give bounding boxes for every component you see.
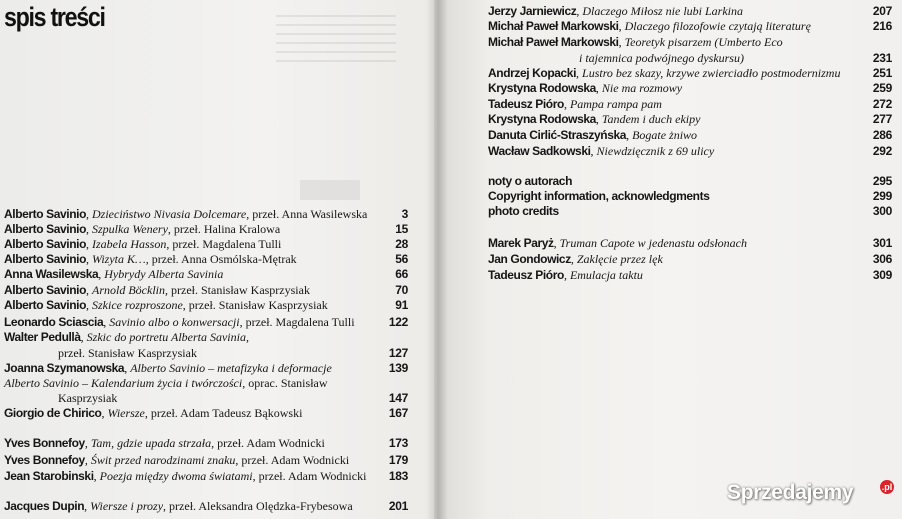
toc-entry: Tadeusz Pióro, Emulacja taktu xyxy=(488,268,643,282)
entry-author: Jacques Dupin xyxy=(4,499,85,513)
entry-title: Dzieciństwo Nivasia Dolcemare xyxy=(92,207,247,221)
toc-entry: Andrzej Kopacki, Lustro bez skazy, krzywe zwierciadło postmodernizmu xyxy=(488,66,841,80)
toc-entry: Alberto Savinio, Szpulka Wenery, przeł. Halina Kralowa xyxy=(4,222,281,236)
book-spine-shadow xyxy=(426,0,448,519)
entry-page-number: 139 xyxy=(388,361,408,375)
entry-translator: , przeł. Adam Wodnicki xyxy=(252,469,367,483)
entry-title: Savinio albo o konwersacji xyxy=(109,315,240,329)
entry-title: Wiersze i prozy xyxy=(90,499,164,513)
entry-page-number: 216 xyxy=(872,19,892,33)
entry-title: Szkic do portretu Alberta Savinia, xyxy=(86,330,249,344)
entry-title: Wiersze xyxy=(107,406,145,420)
entry-author: Andrzej Kopacki xyxy=(488,66,577,80)
entry-title: Niewdzięcznik z 69 ulicy xyxy=(596,144,715,158)
entry-title: Emulacja taktu xyxy=(569,268,643,282)
entry-title: Arnold Böcklin xyxy=(92,283,165,297)
toc-entry: Jean Starobinski, Poezja między dwoma światami, przeł. Adam Wodnicki xyxy=(4,469,367,483)
entry-author: Walter Pedullà xyxy=(4,330,81,344)
watermark-logo: Sprzedajemy xyxy=(727,481,854,504)
entry-translator: , przeł. Magdalena Tulli xyxy=(166,237,282,251)
toc-entry: Alberto Savinio, Szkice rozproszone, przeł. Stanisław Kasprzysiak xyxy=(4,298,328,312)
toc-entry: Jacques Dupin, Wiersze i prozy, przeł. Aleksandra Olędzka-Frybesowa xyxy=(4,499,353,513)
toc-entry: Michał Paweł Markowski, Dlaczego filozofowie czytają literaturę xyxy=(488,19,811,33)
entry-translator: , przeł. Aleksandra Olędzka-Frybesowa xyxy=(163,499,353,513)
entry-title: Alberto Savinio – Kalendarium życia i twórczości xyxy=(4,376,243,390)
entry-title: Teoretyk pisarzem (Umberto Eco xyxy=(624,35,783,49)
entry-title: Poezja między dwoma światami xyxy=(99,469,253,483)
entry-translator: , przeł. Adam Wodnicki xyxy=(235,453,350,467)
entry-page-number: 91 xyxy=(395,298,408,312)
toc-entry: Krystyna Rodowska, Nie ma rozmowy xyxy=(488,81,683,95)
entry-author: Michał Paweł Markowski xyxy=(488,35,619,49)
toc-entry: Tadeusz Pióro, Pampa rampa pam xyxy=(488,97,662,111)
entry-page-number: 66 xyxy=(395,267,408,281)
entry-page-number: 286 xyxy=(872,128,892,142)
section-page-number: 300 xyxy=(872,204,892,218)
page-title: spis treści xyxy=(4,2,105,32)
section-page-number: 299 xyxy=(872,189,892,203)
toc-entry: Danuta Cirlić-Straszyńska, Bogate żniwo xyxy=(488,128,698,142)
toc-entry: Alberto Savinio, Wizyta K…, przeł. Anna Osmólska-Mętrak xyxy=(4,252,297,266)
entry-author: Krystyna Rodowska xyxy=(488,81,596,95)
entry-author: Leonardo Sciascia xyxy=(4,315,104,329)
entry-author: Alberto Savinio xyxy=(4,283,87,297)
entry-page-number: 127 xyxy=(388,346,408,360)
toc-entry: Alberto Savinio, Dzieciństwo Nivasia Dolcemare, przeł. Anna Wasilewska xyxy=(4,207,368,221)
entry-continuation: i tajemnica podwójnego dyskursu) xyxy=(579,51,744,65)
entry-author: Alberto Savinio xyxy=(4,222,87,236)
entry-translator: , przeł. Stanisław Kasprzysiak xyxy=(182,298,328,312)
entry-author: Joanna Szymanowska xyxy=(4,361,125,375)
entry-author: Yves Bonnefoy xyxy=(4,436,85,450)
entry-title: Truman Capote w jedenastu odsłonach xyxy=(559,236,747,250)
entry-page-number: 201 xyxy=(388,499,408,513)
entry-translator: , przeł. Adam Wodnicki xyxy=(211,436,325,450)
section-label: Copyright information, acknowledgments xyxy=(488,189,710,203)
entry-page-number: 122 xyxy=(388,315,408,329)
entry-author: Tadeusz Pióro xyxy=(488,97,564,111)
entry-page-number: 15 xyxy=(395,222,408,236)
entry-continuation: Kasprzysiak xyxy=(58,391,118,405)
entry-title: Tandem i duch ekipy xyxy=(601,112,701,126)
entry-author: Wacław Sadkowski xyxy=(488,144,591,158)
entry-author: Alberto Savinio xyxy=(4,252,87,266)
entry-page-number: 3 xyxy=(401,207,408,221)
entry-translator: , przeł. Adam Tadeusz Bąkowski xyxy=(144,406,303,420)
entry-title: Dlaczego filozofowie czytają literaturę xyxy=(624,19,811,33)
section-page-number: 295 xyxy=(872,174,892,188)
entry-page-number: 309 xyxy=(872,268,892,282)
toc-entry: Krystyna Rodowska, Tandem i duch ekipy xyxy=(488,112,701,126)
entry-page-number: 147 xyxy=(388,391,408,405)
entry-title: Dlaczego Miłosz nie lubi Larkina xyxy=(582,4,743,18)
entry-author: Anna Wasilewska xyxy=(4,267,99,281)
section-label: noty o autorach xyxy=(488,174,573,188)
entry-page-number: 183 xyxy=(388,469,408,483)
watermark-badge: .pl xyxy=(881,482,893,492)
bleed-through-text xyxy=(276,14,396,62)
toc-entry: Wacław Sadkowski, Niewdzięcznik z 69 ulicy xyxy=(488,144,715,158)
entry-translator: , przeł. Anna Osmólska-Mętrak xyxy=(145,252,297,266)
toc-entry: Jan Gondowicz, Zaklęcie przez lęk xyxy=(488,252,663,266)
entry-page-number: 272 xyxy=(872,97,892,111)
entry-title: Szkice rozproszone xyxy=(92,298,183,312)
entry-translator: , przeł. Magdalena Tulli xyxy=(239,315,355,329)
entry-page-number: 306 xyxy=(872,252,892,266)
entry-page-number: 277 xyxy=(872,112,892,126)
entry-author: Tadeusz Pióro xyxy=(488,268,564,282)
entry-title: Izabela Hasson xyxy=(92,237,167,251)
entry-title: Lustro bez skazy, krzywe zwierciadło postmodernizmu xyxy=(582,66,841,80)
entry-continuation: przeł. Stanisław Kasprzysiak xyxy=(58,346,197,360)
entry-title: Wizyta K… xyxy=(92,252,146,266)
entry-page-number: 292 xyxy=(872,144,892,158)
toc-entry: Giorgio de Chirico, Wiersze, przeł. Adam Tadeusz Bąkowski xyxy=(4,406,303,420)
toc-entry: Yves Bonnefoy, Świt przed narodzinami znaku, przeł. Adam Wodnicki xyxy=(4,453,350,467)
entry-translator: , przeł. Anna Wasilewska xyxy=(246,207,368,221)
toc-entry: Marek Paryż, Truman Capote w jedenastu odsłonach xyxy=(488,236,747,250)
entry-author: Danuta Cirlić-Straszyńska xyxy=(488,128,627,142)
entry-translator: , przeł. Stanisław Kasprzysiak xyxy=(165,283,310,297)
entry-author: Michał Paweł Markowski xyxy=(488,19,619,33)
entry-translator: , oprac. Stanisław xyxy=(242,376,328,390)
toc-entry: Joanna Szymanowska, Alberto Savinio – metafizyka i deformacje xyxy=(4,361,332,375)
toc-entry: Alberto Savinio, Arnold Böcklin, przeł. Stanisław Kasprzysiak xyxy=(4,283,310,297)
toc-entry: Leonardo Sciascia, Savinio albo o konwersacji, przeł. Magdalena Tulli xyxy=(4,315,355,329)
entry-page-number: 259 xyxy=(872,81,892,95)
entry-page-number: 167 xyxy=(388,406,408,420)
toc-entry: Anna Wasilewska, Hybrydy Alberta Savinia xyxy=(4,267,224,281)
entry-title: Alberto Savinio – metafizyka i deformacje xyxy=(130,361,332,375)
entry-author: Krystyna Rodowska xyxy=(488,112,596,126)
entry-author: Giorgio de Chirico xyxy=(4,406,102,420)
toc-entry: Michał Paweł Markowski, Teoretyk pisarzem (Umberto Eco xyxy=(488,35,783,49)
toc-entry: Yves Bonnefoy, Tam, gdzie upada strzała, przeł. Adam Wodnicki xyxy=(4,436,325,450)
entry-title: Pampa rampa pam xyxy=(569,97,662,111)
entry-author: Jean Starobinski xyxy=(4,469,94,483)
entry-author: Marek Paryż xyxy=(488,236,554,250)
entry-page-number: 28 xyxy=(395,237,408,251)
entry-title: Bogate żniwo xyxy=(632,128,698,142)
toc-entry: Walter Pedullà, Szkic do portretu Alberta Savinia, xyxy=(4,330,249,344)
entry-author: Jerzy Jarniewicz xyxy=(488,4,577,18)
entry-page-number: 301 xyxy=(872,236,892,250)
toc-entry: Jerzy Jarniewicz, Dlaczego Miłosz nie lubi Larkina xyxy=(488,4,743,18)
entry-page-number: 207 xyxy=(872,4,892,18)
entry-translator: , przeł. Halina Kralowa xyxy=(167,222,281,236)
entry-title: Tam, gdzie upada strzała xyxy=(90,436,212,450)
entry-author: Jan Gondowicz xyxy=(488,252,571,266)
toc-entry: Alberto Savinio, Izabela Hasson, przeł. Magdalena Tulli xyxy=(4,237,282,251)
entry-author: Yves Bonnefoy xyxy=(4,453,85,467)
entry-title: Nie ma rozmowy xyxy=(601,81,683,95)
entry-page-number: 231 xyxy=(872,51,892,65)
entry-title: Szpulka Wenery xyxy=(92,222,168,236)
entry-author: Alberto Savinio xyxy=(4,298,87,312)
entry-page-number: 56 xyxy=(395,252,408,266)
section-label: photo credits xyxy=(488,204,559,218)
entry-author: Alberto Savinio xyxy=(4,237,87,251)
entry-page-number: 70 xyxy=(395,283,408,297)
entry-page-number: 173 xyxy=(388,436,408,450)
entry-title: Świt przed narodzinami znaku xyxy=(90,453,236,467)
bleed-through-text xyxy=(300,180,360,200)
entry-title: Hybrydy Alberta Savinia xyxy=(104,267,224,281)
entry-page-number: 179 xyxy=(388,453,408,467)
entry-page-number: 251 xyxy=(872,66,892,80)
entry-author: Alberto Savinio xyxy=(4,207,87,221)
toc-entry xyxy=(4,376,328,391)
entry-title: Zaklęcie przez lęk xyxy=(576,252,663,266)
